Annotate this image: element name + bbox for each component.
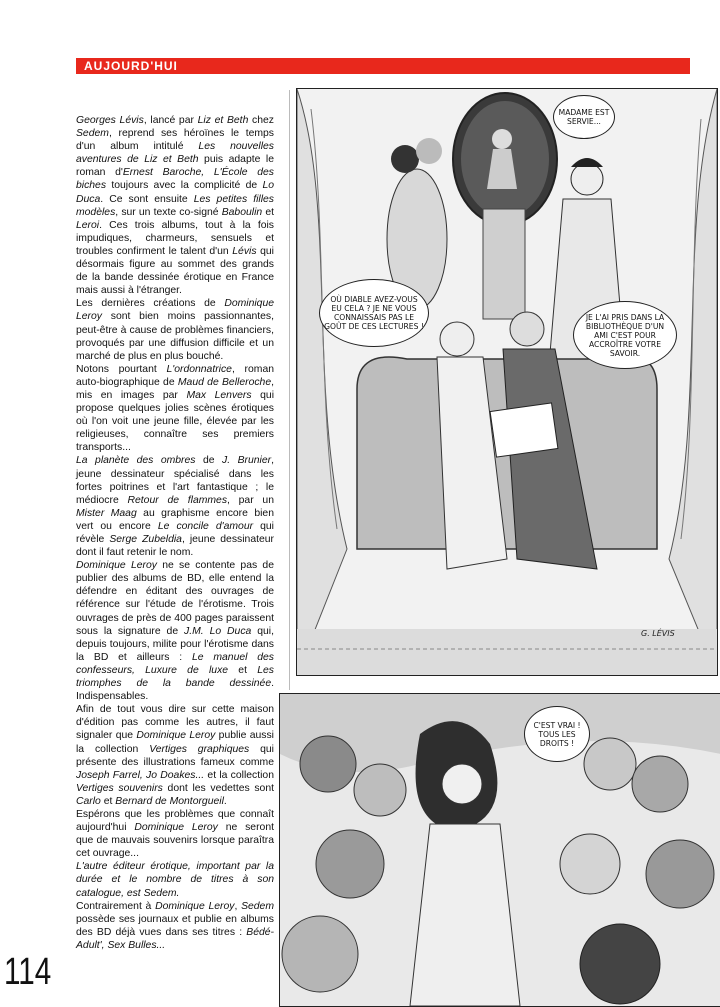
text-run: . Ce sont ensuite xyxy=(100,193,194,205)
article-paragraph xyxy=(76,860,274,899)
text-run: ne seront que de mauvais souvenirs lorsque paraîtra cet ouvrage... xyxy=(76,822,274,860)
text-run: Ernest Baroche, L'École des biches xyxy=(76,167,274,192)
text-run: La planète des ombres xyxy=(76,455,196,467)
text-run: , mis en images par xyxy=(76,376,274,401)
text-run: Dominique Leroy xyxy=(136,730,216,742)
speech-bubble-man: JE L'AI PRIS DANS LA BIBLIOTHÈQUE D'UN AMI C'EST POUR ACCROÎTRE VOTRE SAVOIR. xyxy=(573,301,677,369)
text-run: Bédé-Adult', Sex Bulles... xyxy=(76,926,274,951)
text-run: chez xyxy=(248,115,275,126)
text-run: . xyxy=(223,795,227,807)
text-run: , reprend ses héroïnes le temps d'un album intitulé xyxy=(76,128,274,153)
text-run: , par un xyxy=(227,494,274,506)
article-paragraph xyxy=(76,808,274,860)
text-run: et xyxy=(228,664,258,676)
article-paragraph xyxy=(76,114,274,297)
text-run: , roman auto-biographique de xyxy=(76,363,274,388)
text-run: Le concile d'amour xyxy=(157,520,254,532)
comic-panel-crowd xyxy=(279,693,720,1007)
text-run: J.M. Lo Duca xyxy=(184,625,252,637)
text-run: Vertiges graphiques xyxy=(149,743,250,755)
text-run: qui propose quelques jolies scènes érotiques où l'on voit une jeune fille, élevée par les religieuses, connaître ses premiers transports... xyxy=(76,389,275,454)
text-run: Baboulin xyxy=(221,206,263,218)
text-run: Lévis xyxy=(232,245,257,257)
text-run: possède ses journaux et publie en albums des BD déjà vues dans ses titres : xyxy=(76,913,274,938)
text-run: Dominique Leroy xyxy=(155,900,235,912)
text-run: de xyxy=(195,455,223,467)
text-run: Les dernières créations de xyxy=(76,298,225,310)
section-header-bar xyxy=(76,58,690,74)
speech-bubble-woman: OÙ DIABLE AVEZ-VOUS EU CELA ? JE NE VOUS CONNAISSAIS PAS LE GOÛT DE CES LECTURES ! xyxy=(319,279,429,347)
text-run: , jeune dessinateur spécialisé dans les fortes poitrines et l'art fantastique ; le médiocre xyxy=(76,455,274,506)
text-run: Dominique Leroy xyxy=(76,298,274,323)
text-run: Retour de flammes xyxy=(127,494,228,506)
text-run: . Indispensables. xyxy=(76,678,274,703)
comic-panel-salon xyxy=(296,88,718,676)
article-paragraph xyxy=(76,454,274,559)
speech-bubble-maid: MADAME EST SERVIE... xyxy=(553,95,615,139)
text-run: Notons pourtant xyxy=(76,363,167,375)
section-header-label: AUJOURD'HUI xyxy=(84,59,178,73)
artist-signature: G. LÉVIS xyxy=(641,629,675,638)
text-run: Espérons que les problèmes que connaît aujourd'hui xyxy=(76,808,274,834)
column-divider xyxy=(289,90,290,690)
text-run: puis adapte le roman d' xyxy=(76,154,274,179)
article-paragraph xyxy=(76,559,274,703)
text-run: Georges Lévis xyxy=(76,115,144,126)
article-paragraph xyxy=(76,900,274,952)
text-run: qui révèle xyxy=(76,520,274,545)
text-run: ne se contente pas de publier des albums de BD, elle entend la défendre en éditant des ouvrages de référence sur l'étude de l'érotisme. Trois ouvrages de près de 400 pages paraissent sous la signature de xyxy=(76,560,274,637)
article-text-column xyxy=(76,114,274,952)
text-run: qui présente des illustrations fameux comme xyxy=(76,743,274,768)
text-run: Les triomphes de la bande dessinée xyxy=(76,664,274,690)
text-run: sont bien moins passionnantes, peut-être à cause de problèmes financiers, provoqués par une diffusion difficile et un marché de plus en plus bouché. xyxy=(76,311,274,362)
article-paragraph xyxy=(76,363,274,455)
text-run: . Ces trois albums, tout à la fois impudiques, charmeurs, sensuels et troubles confirment le talent d'un xyxy=(76,219,274,257)
text-run: Mister Maag xyxy=(76,507,137,519)
text-run: et la collection xyxy=(204,769,274,781)
text-run: Bernard de Montorgueil xyxy=(115,795,224,807)
text-run: qui désormais figure au sommet des grands de la bande dessinée érotique en France mais aussi à l'étranger. xyxy=(76,245,274,297)
text-run: Max Lenvers xyxy=(186,389,252,401)
text-run: Carlo xyxy=(76,795,101,807)
page-number: 114 xyxy=(4,951,52,993)
article-paragraph xyxy=(76,703,274,808)
crowd-illustration xyxy=(280,694,720,1006)
text-run: L'autre éditeur érotique, important par la durée et le nombre de titres à son catalogue, est Sedem. xyxy=(76,861,274,899)
text-run: Les petites filles modèles xyxy=(76,193,274,218)
text-run: Le manuel des confesseurs, Luxure de luxe xyxy=(76,651,274,676)
text-run: Serge Zubeldia xyxy=(109,534,182,545)
text-run: , jeune dessinateur dont il faut retenir le nom. xyxy=(76,534,274,559)
text-run: dont les vedettes sont xyxy=(162,782,274,794)
text-run: Dominique Leroy xyxy=(76,560,157,572)
text-run: Dominique Leroy xyxy=(134,822,218,834)
text-run: qui, depuis toujours, milite pour l'érotisme dans la BD et ailleurs : xyxy=(76,625,275,663)
text-run: Afin de tout vous dire sur cette maison d'édition pas comme les autres, il faut signaler que xyxy=(76,704,274,742)
text-run: Contrairement à xyxy=(76,900,156,912)
text-run: Leroi xyxy=(76,219,100,231)
text-run: Sedem xyxy=(76,128,109,140)
text-run: au graphisme encore bien vert ou encore xyxy=(76,507,274,532)
text-run: Les nouvelles aventures de Liz et Beth xyxy=(76,141,274,166)
text-run: , xyxy=(234,900,242,912)
text-run: J. Brunier xyxy=(222,455,272,467)
text-run: Joseph Farrel, Jo Doakes... xyxy=(76,769,205,781)
speech-bubble-crowd: C'EST VRAI ! TOUS LES DROITS ! xyxy=(524,706,590,762)
text-run: Liz et Beth xyxy=(197,115,249,126)
text-run: L'ordonnatrice xyxy=(166,363,232,375)
text-run: , lancé par xyxy=(143,115,198,126)
text-run: Lo Duca xyxy=(76,180,274,205)
text-run: et xyxy=(100,795,116,807)
text-run: Maud de Belleroche xyxy=(177,376,272,388)
salon-illustration xyxy=(297,89,717,675)
text-run: Sedem xyxy=(241,900,274,912)
text-run: Vertiges souvenirs xyxy=(76,782,163,794)
text-run: et xyxy=(262,206,274,218)
text-run: , sur un texte co-signé xyxy=(115,206,222,218)
text-run: publie aussi la collection xyxy=(76,730,274,755)
text-run: toujours avec la complicité de xyxy=(106,180,263,192)
article-paragraph xyxy=(76,297,274,362)
